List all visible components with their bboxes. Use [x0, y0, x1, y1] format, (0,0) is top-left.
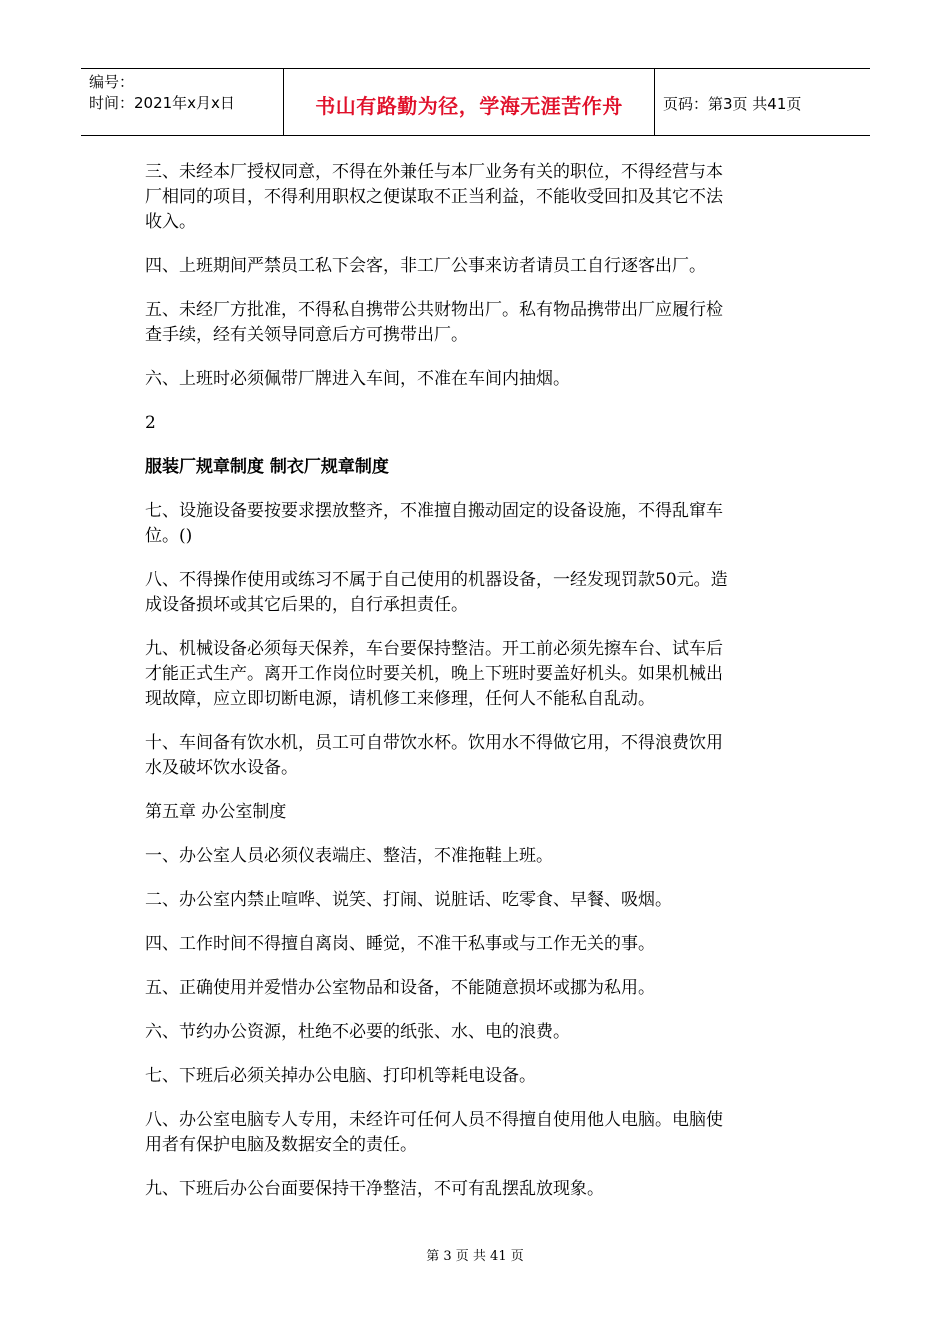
paragraph-line: 三、未经本厂授权同意，不得在外兼任与本厂业务有关的职位，不得经营与本	[145, 162, 723, 182]
paragraph-line: 2	[145, 413, 156, 433]
paragraph	[145, 637, 810, 712]
paragraph	[145, 888, 810, 913]
paragraph-line: 八、办公室电脑专人专用，未经许可任何人员不得擅自使用他人电脑。电脑使	[145, 1110, 723, 1130]
paragraph	[145, 254, 810, 279]
page-footer: 第 3 页 共 41 页	[426, 1249, 524, 1264]
paragraph-line: 成设备损坏或其它后果的，自行承担责任。	[145, 595, 468, 615]
paragraph-line: 第五章 办公室制度	[145, 802, 287, 822]
paragraph-line: 七、下班后必须关掉办公电脑、打印机等耗电设备。	[145, 1066, 536, 1086]
paragraph	[145, 499, 810, 549]
paragraph	[145, 411, 810, 436]
header-page-label: 页码：第3页 共41页	[663, 94, 802, 113]
paragraph	[145, 298, 810, 348]
paragraph-line: 九、下班后办公台面要保持干净整洁，不可有乱摆乱放现象。	[145, 1179, 604, 1199]
page-header	[81, 68, 870, 136]
section-heading	[145, 455, 810, 480]
paragraph	[145, 568, 810, 618]
paragraph-line: 六、上班时必须佩带厂牌进入车间，不准在车间内抽烟。	[145, 369, 570, 389]
paragraph-line: 四、上班期间严禁员工私下会客，非工厂公事来访者请员工自行逐客出厂。	[145, 256, 706, 276]
paragraph	[145, 1020, 810, 1045]
paragraph	[145, 844, 810, 869]
paragraph-line: 水及破坏饮水设备。	[145, 758, 298, 778]
paragraph-line: 服装厂规章制度 制衣厂规章制度	[145, 457, 389, 477]
paragraph-line: 才能正式生产。离开工作岗位时要关机，晚上下班时要盖好机头。如果机械出	[145, 664, 723, 684]
document-body	[145, 160, 810, 1221]
paragraph-line: 四、工作时间不得擅自离岗、睡觉，不准干私事或与工作无关的事。	[145, 934, 655, 954]
paragraph-line: 查手续，经有关领导同意后方可携带出厂。	[145, 325, 468, 345]
paragraph	[145, 731, 810, 781]
paragraph-line: 五、未经厂方批准，不得私自携带公共财物出厂。私有物品携带出厂应履行检	[145, 300, 723, 320]
paragraph-line: 现故障，应立即切断电源，请机修工来修理，任何人不能私自乱动。	[145, 689, 655, 709]
paragraph	[145, 367, 810, 392]
paragraph-line: 一、办公室人员必须仪表端庄、整洁，不准拖鞋上班。	[145, 846, 553, 866]
paragraph	[145, 160, 810, 235]
header-meta	[81, 69, 284, 135]
paragraph	[145, 932, 810, 957]
paragraph-line: 用者有保护电脑及数据安全的责任。	[145, 1135, 417, 1155]
paragraph-line: 位。()	[145, 526, 193, 546]
paragraph-line: 五、正确使用并爱惜办公室物品和设备，不能随意损坏或挪为私用。	[145, 978, 655, 998]
document-time-label: 时间：2021年x月x日	[89, 94, 235, 112]
paragraph	[145, 1177, 810, 1202]
paragraph-line: 九、机械设备必须每天保养，车台要保持整洁。开工前必须先擦车台、试车后	[145, 639, 723, 659]
paragraph-line: 六、节约办公资源，杜绝不必要的纸张、水、电的浪费。	[145, 1022, 570, 1042]
paragraph-line: 七、设施设备要按要求摆放整齐，不准擅自搬动固定的设备设施，不得乱窜车	[145, 501, 723, 521]
paragraph-line: 八、不得操作使用或练习不属于自己使用的机器设备，一经发现罚款50元。造	[145, 570, 728, 590]
paragraph-line: 收入。	[145, 212, 196, 232]
paragraph-line: 二、办公室内禁止喧哗、说笑、打闹、说脏话、吃零食、早餐、吸烟。	[145, 890, 672, 910]
header-motto: 书山有路勤为径，学海无涯苦作舟	[284, 69, 655, 135]
paragraph-line: 厂相同的项目，不得利用职权之便谋取不正当利益，不能收受回扣及其它不法	[145, 187, 723, 207]
paragraph	[145, 1108, 810, 1158]
paragraph	[145, 800, 810, 825]
document-number-label: 编号：	[89, 73, 135, 91]
paragraph-line: 十、车间备有饮水机，员工可自带饮水杯。饮用水不得做它用，不得浪费饮用	[145, 733, 723, 753]
paragraph	[145, 976, 810, 1001]
paragraph	[145, 1064, 810, 1089]
